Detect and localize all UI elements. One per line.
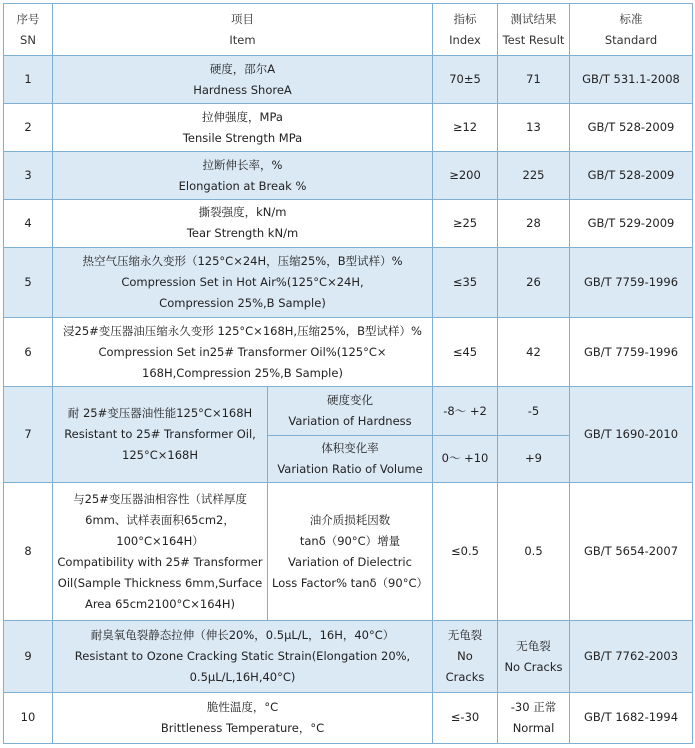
item-cell: 脆性温度，°C Brittleness Temperature，°C — [53, 692, 433, 743]
result-cell: 13 — [498, 104, 570, 152]
index-cell: ≥12 — [433, 104, 498, 152]
result-cell: -5 — [498, 387, 570, 435]
result-cell: -30 正常 Normal — [498, 692, 570, 743]
item-cell: 浸25#变压器油压缩永久变形 125°C×168H,压缩25%，B型试样）% Compression Set in25# Transformer Oil%(125°C× 168H,Compression 25%,B Sample) — [53, 318, 433, 387]
item-cell: 与25#变压器油相容性（试样厚度 6mm、试样表面积65cm2， 100°C×164H） Compatibility with 25# Transformer Oil(Sample Thickness 6mm,Surface Area 65cm2100°C×164H) — [53, 482, 268, 621]
sn-cell: 9 — [4, 621, 53, 692]
standard-cell: GB/T 5654-2007 — [570, 482, 693, 621]
sn-cell: 1 — [4, 56, 53, 104]
sub-label-cell: 体积变化率 Variation Ratio of Volume — [268, 435, 433, 482]
result-cell: 42 — [498, 318, 570, 387]
index-cell: 无龟裂 No Cracks — [433, 621, 498, 692]
table-row — [4, 621, 693, 692]
standard-cell: GB/T 1690-2010 — [570, 387, 693, 482]
header-result: 测试结果 Test Result — [498, 4, 570, 56]
standard-cell: GB/T 7759-1996 — [570, 318, 693, 387]
item-cell: 拉断伸长率，% Elongation at Break % — [53, 152, 433, 199]
header-row — [4, 4, 693, 56]
table-row — [4, 56, 693, 104]
sn-cell: 6 — [4, 318, 53, 387]
table-row — [4, 482, 693, 621]
item-cell: 热空气压缩永久变形（125°C×24H，压缩25%，B型试样）% Compression Set in Hot Air%(125°C×24H, Compression 25%,B Sample) — [53, 247, 433, 317]
header-index: 指标 Index — [433, 4, 498, 56]
result-cell: +9 — [498, 435, 570, 482]
table-row — [4, 387, 693, 435]
result-cell: 71 — [498, 56, 570, 104]
index-cell: ≥25 — [433, 199, 498, 247]
item-cell: 硬度，邵尔A Hardness ShoreA — [53, 56, 433, 104]
header-standard: 标准 Standard — [570, 4, 693, 56]
sn-cell: 8 — [4, 482, 53, 621]
standard-cell: GB/T 531.1-2008 — [570, 56, 693, 104]
table-row — [4, 318, 693, 387]
standard-cell: GB/T 7762-2003 — [570, 621, 693, 692]
standard-cell: GB/T 529-2009 — [570, 199, 693, 247]
sub-label-cell: 硬度变化 Variation of Hardness — [268, 387, 433, 435]
table-row — [4, 104, 693, 152]
index-cell: -8～ +2 — [433, 387, 498, 435]
index-cell: ≤45 — [433, 318, 498, 387]
index-cell: ≤0.5 — [433, 482, 498, 621]
table-row — [4, 199, 693, 247]
item-cell: 耐 25#变压器油性能125°C×168H Resistant to 25# Transformer Oil, 125°C×168H — [53, 387, 268, 482]
standard-cell: GB/T 528-2009 — [570, 104, 693, 152]
table-row — [4, 247, 693, 317]
sn-cell: 7 — [4, 387, 53, 482]
sn-cell: 5 — [4, 247, 53, 317]
standard-cell: GB/T 1682-1994 — [570, 692, 693, 743]
index-cell: ≤35 — [433, 247, 498, 317]
item-cell: 耐臭氧龟裂静态拉伸（伸长20%，0.5μL/L，16H，40°C） Resistant to Ozone Cracking Static Strain(Elongation 20%, 0.5μL/L,16H,40°C) — [53, 621, 433, 692]
result-cell: 28 — [498, 199, 570, 247]
header-sn: 序号 SN — [4, 4, 53, 56]
item-cell: 撕裂强度，kN/m Tear Strength kN/m — [53, 199, 433, 247]
index-cell: 0～ +10 — [433, 435, 498, 482]
index-cell: 70±5 — [433, 56, 498, 104]
result-cell: 26 — [498, 247, 570, 317]
result-cell: 0.5 — [498, 482, 570, 621]
spec-table — [3, 3, 693, 744]
sn-cell: 10 — [4, 692, 53, 743]
table-row — [4, 152, 693, 199]
sn-cell: 4 — [4, 199, 53, 247]
item-cell: 拉伸强度，MPa Tensile Strength MPa — [53, 104, 433, 152]
index-cell: ≤-30 — [433, 692, 498, 743]
result-cell: 225 — [498, 152, 570, 199]
header-item: 项目 Item — [53, 4, 433, 56]
standard-cell: GB/T 7759-1996 — [570, 247, 693, 317]
table-row — [4, 692, 693, 743]
standard-cell: GB/T 528-2009 — [570, 152, 693, 199]
index-cell: ≥200 — [433, 152, 498, 199]
sn-cell: 3 — [4, 152, 53, 199]
sn-cell: 2 — [4, 104, 53, 152]
result-cell: 无龟裂 No Cracks — [498, 621, 570, 692]
sub-label-cell: 油介质损耗因数 tanδ（90°C）增量 Variation of Dielectric Loss Factor% tanδ（90°C） — [268, 482, 433, 621]
